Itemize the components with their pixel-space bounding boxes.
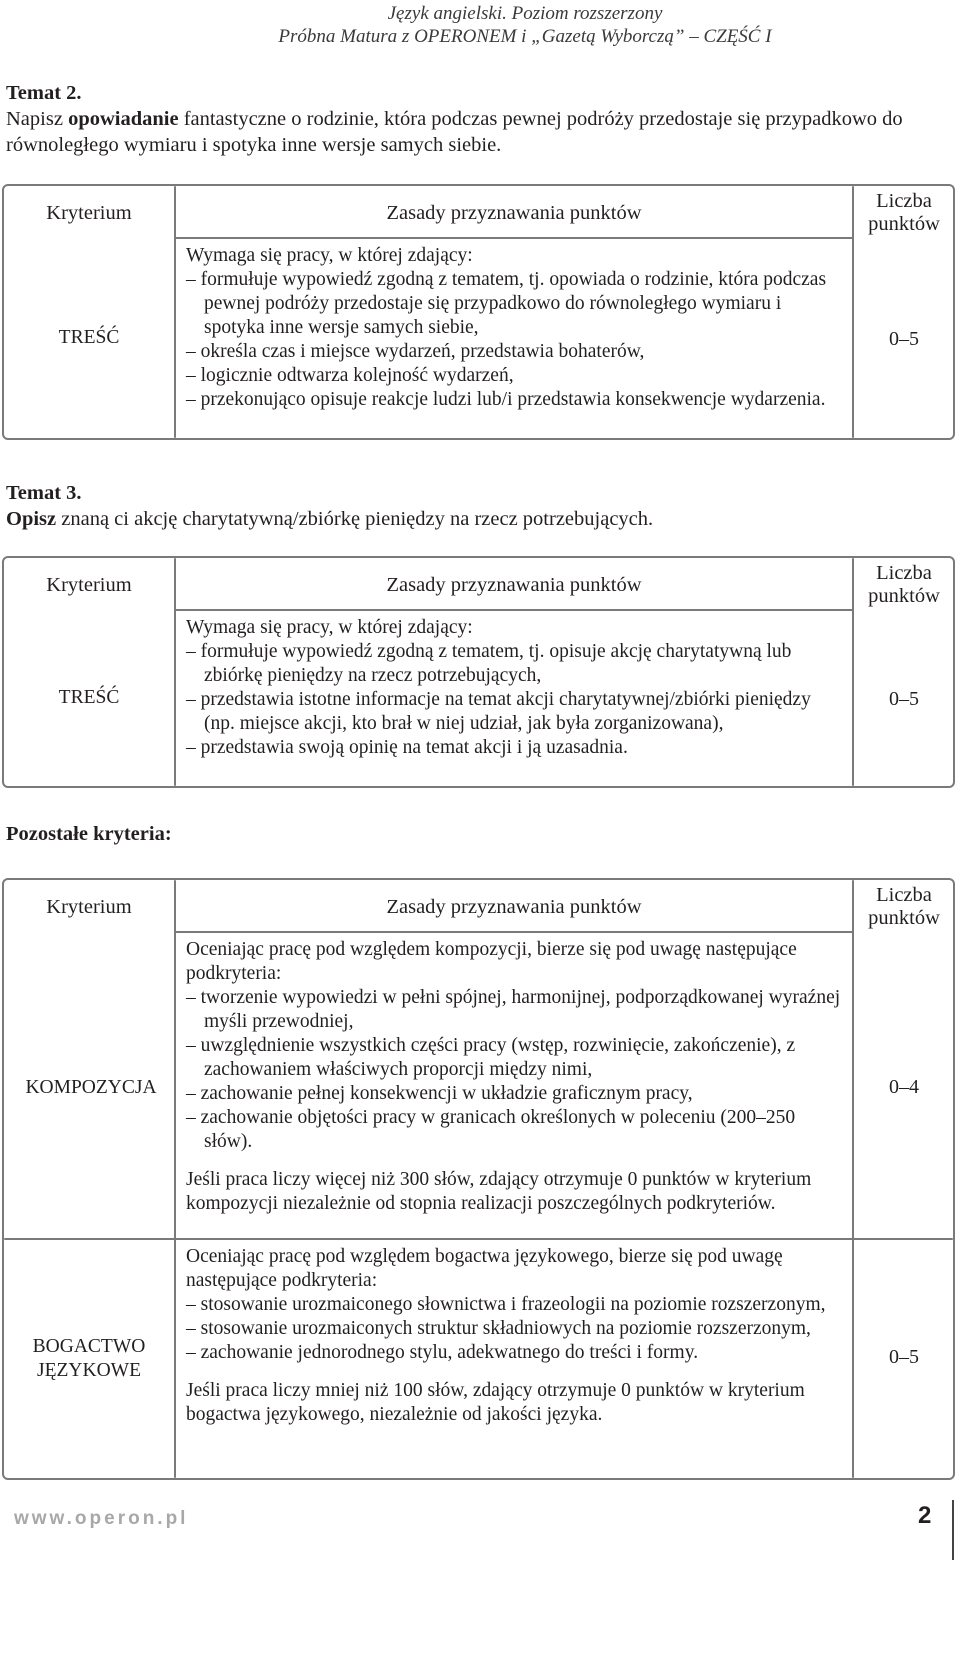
rules-intro: Oceniając pracę pod względem bogactwa językowego, bierze się pod uwagę następujące podkryteria: bbox=[186, 1246, 783, 1291]
topic-2-keyword: opowiadanie bbox=[68, 108, 179, 130]
row-divider bbox=[174, 237, 854, 239]
topic-3 bbox=[6, 480, 951, 532]
criteria-table-topic-3 bbox=[2, 556, 955, 788]
column-divider bbox=[852, 880, 854, 1478]
topic-2-text bbox=[6, 106, 951, 158]
header-liczba-line1: Liczba bbox=[876, 190, 932, 212]
header-exam-title: Próbna Matura z OPERONEM i „Gazetą Wyborczą” – CZĘŚĆ I bbox=[278, 26, 772, 47]
header-liczba-line2: punktów bbox=[868, 585, 940, 607]
column-divider bbox=[174, 880, 176, 1478]
rule-item: – logicznie odtwarza kolejność wydarzeń, bbox=[186, 365, 514, 386]
points-tresc: 0–5 bbox=[889, 688, 919, 710]
rules-tresc bbox=[186, 244, 846, 412]
rule-item: – stosowanie urozmaiconego słownictwa i frazeologii na poziomie rozszerzonym, bbox=[186, 1294, 826, 1315]
topic-3-text-post: znaną ci akcję charytatywną/zbiórkę pieniędzy na rzecz potrzebujących. bbox=[56, 508, 654, 530]
topic-3-keyword: Opisz bbox=[6, 508, 57, 530]
header-liczba bbox=[854, 562, 954, 608]
page-number-bar bbox=[952, 1500, 954, 1560]
header-liczba-line1: Liczba bbox=[876, 562, 932, 584]
header-kryterium: Kryterium bbox=[46, 574, 132, 596]
topic-2-text-post: fantastyczne o rodzinie, która podczas pewnej podróży przedostaje się przypadkowo do równoległego wymiaru i spotyka inne wersje samych siebie. bbox=[6, 108, 903, 156]
topic-2 bbox=[6, 80, 951, 158]
header-liczba bbox=[854, 884, 954, 930]
header-liczba-line1: Liczba bbox=[876, 884, 932, 906]
table-header bbox=[4, 562, 953, 612]
header-zasady: Zasady przyznawania punktów bbox=[386, 896, 642, 918]
header-liczba bbox=[854, 190, 954, 236]
criterion-line2: JĘZYKOWE bbox=[37, 1360, 141, 1381]
topic-3-text bbox=[6, 506, 951, 532]
row-divider bbox=[174, 931, 854, 933]
header-zasady: Zasady przyznawania punktów bbox=[386, 574, 642, 596]
criteria-table-topic-2 bbox=[2, 184, 955, 440]
rule-item: – uwzględnienie wszystkich części pracy (wstęp, rozwinięcie, zakończenie), z zachowaniem właściwych proporcji między nimi, bbox=[186, 1035, 796, 1080]
criterion-tresc: TREŚĆ bbox=[58, 687, 120, 708]
rule-item: – przedstawia swoją opinię na temat akcji i ją uzasadnia. bbox=[186, 737, 628, 758]
rules-tresc bbox=[186, 616, 846, 760]
rules-note: Jeśli praca liczy mniej niż 100 słów, zdający otrzymuje 0 punktów w kryterium bogactwa językowego, niezależnie od jakości języka. bbox=[186, 1380, 805, 1425]
rule-item: – formułuje wypowiedź zgodną z tematem, tj. opowiada o rodzinie, która podczas pewnej podróży przedostaje się przypadkowo do równoległego wymiaru i spotyka inne wersje samych siebie, bbox=[186, 269, 827, 338]
criterion-line1: BOGACTWO bbox=[32, 1336, 146, 1357]
header-subject: Język angielski. Poziom rozszerzony bbox=[387, 3, 663, 24]
rules-bogactwo bbox=[186, 1245, 846, 1427]
column-divider bbox=[852, 186, 854, 438]
footer-url: www.operon.pl bbox=[14, 1508, 189, 1529]
rule-item: – stosowanie urozmaiconych struktur składniowych na poziomie rozszerzonym, bbox=[186, 1318, 811, 1339]
header-liczba-line2: punktów bbox=[868, 213, 940, 235]
rule-item: – tworzenie wypowiedzi w pełni spójnej, harmonijnej, podporządkowanej wyraźnej myśli przewodniej, bbox=[186, 987, 841, 1032]
criterion-tresc: TREŚĆ bbox=[58, 327, 120, 348]
header-kryterium: Kryterium bbox=[46, 202, 132, 224]
running-header bbox=[0, 2, 960, 48]
rules-intro: Wymaga się pracy, w której zdający: bbox=[186, 245, 473, 266]
rules-kompozycja bbox=[186, 938, 846, 1216]
rule-item: – zachowanie pełnej konsekwencji w układzie graficznym pracy, bbox=[186, 1083, 693, 1104]
header-kryterium: Kryterium bbox=[46, 896, 132, 918]
criterion-bogactwo-jezykowe bbox=[4, 1335, 174, 1383]
column-divider bbox=[174, 186, 176, 438]
criteria-table-other bbox=[2, 878, 955, 1480]
topic-3-label: Temat 3. bbox=[6, 482, 82, 504]
rule-item: – zachowanie objętości pracy w granicach określonych w poleceniu (200–250 słów). bbox=[186, 1107, 796, 1152]
rule-item: – zachowanie jednorodnego stylu, adekwatnego do treści i formy. bbox=[186, 1342, 699, 1363]
points-tresc: 0–5 bbox=[889, 328, 919, 350]
row-divider bbox=[4, 1238, 953, 1240]
rule-item: – przedstawia istotne informacje na temat akcji charytatywnej/zbiórki pieniędzy (np. miejsce akcji, kto brał w niej udział, jak była zorganizowana), bbox=[186, 689, 811, 734]
page-number: 2 bbox=[918, 1502, 932, 1529]
header-zasady: Zasady przyznawania punktów bbox=[386, 202, 642, 224]
rules-intro: Oceniając pracę pod względem kompozycji, bierze się pod uwagę następujące podkryteria: bbox=[186, 939, 797, 984]
column-divider bbox=[174, 558, 176, 786]
table-header bbox=[4, 884, 953, 934]
topic-2-text-pre: Napisz bbox=[6, 108, 69, 130]
rule-item: – określa czas i miejsce wydarzeń, przedstawia bohaterów, bbox=[186, 341, 645, 362]
other-criteria-heading: Pozostałe kryteria: bbox=[6, 823, 172, 845]
rule-item: – formułuje wypowiedź zgodną z tematem, tj. opisuje akcję charytatywną lub zbiórkę pieniędzy na rzecz potrzebujących, bbox=[186, 641, 792, 686]
criterion-kompozycja: KOMPOZYCJA bbox=[25, 1077, 157, 1098]
row-divider bbox=[174, 609, 854, 611]
rules-intro: Wymaga się pracy, w której zdający: bbox=[186, 617, 473, 638]
table-header bbox=[4, 190, 953, 240]
topic-2-label: Temat 2. bbox=[6, 82, 82, 104]
points-bogactwo: 0–5 bbox=[889, 1346, 919, 1368]
rules-note: Jeśli praca liczy więcej niż 300 słów, zdający otrzymuje 0 punktów w kryterium kompozycji niezależnie od stopnia realizacji poszczególnych podkryteriów. bbox=[186, 1169, 812, 1214]
rule-item: – przekonująco opisuje reakcje ludzi lub/i przedstawia konsekwencje wydarzenia. bbox=[186, 389, 826, 410]
column-divider bbox=[852, 558, 854, 786]
points-kompozycja: 0–4 bbox=[889, 1076, 919, 1098]
header-liczba-line2: punktów bbox=[868, 907, 940, 929]
